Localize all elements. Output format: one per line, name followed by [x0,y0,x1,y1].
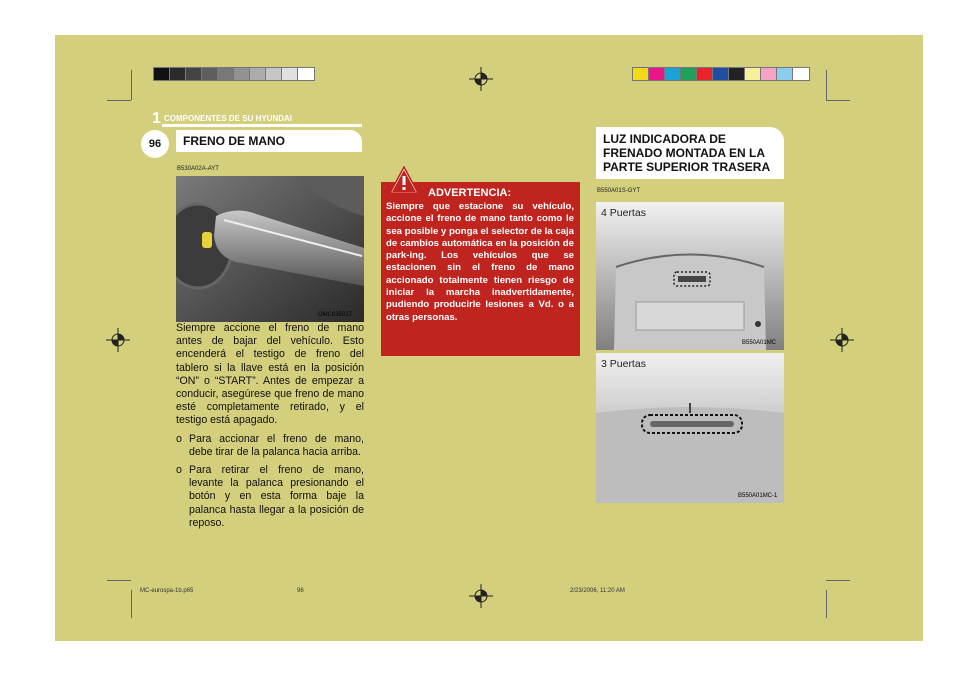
color-swatch [282,68,298,80]
registration-mark-icon [469,584,493,608]
bullet-text: Para accionar el freno de mano, debe tirar de la palanca hacia arriba. [189,432,364,458]
section-code: B530A02A-AYT [177,166,219,172]
list-item [176,433,364,459]
section-title-brake-light: LUZ INDICADORA DE FRENADO MONTADA EN LA PARTE SUPERIOR TRASERA [596,127,784,179]
color-swatch [697,68,713,80]
warning-title: ADVERTENCIA: [428,187,512,199]
color-swatch [745,68,761,80]
chapter-title: COMPONENTES DE SU HYUNDAI [164,114,293,123]
paragraph: Siempre accione el freno de mano antes de bajar del vehículo. Esto encenderá el testigo de freno del tablero si la llave está en la posición “ON” o “START”. Antes de empezar a conducir, asegúrese que freno de mano esté completamente retirado, y el testigo está apagado. [176,322,364,427]
color-swatch [298,68,314,80]
footer-page: 96 [297,588,304,594]
bullet-text: Para retirar el freno de mano, levante la palanca presionando el botón y en esta forma baje la palanca hasta llegar a la posición de reposo. [189,464,364,529]
color-swatch [633,68,649,80]
bullet-marker: o [176,464,182,477]
color-swatch [154,68,170,80]
crop-mark [107,100,131,101]
page-number: 96 [141,130,169,158]
color-swatch [202,68,218,80]
color-swatch [665,68,681,80]
four-door-photo [596,202,784,350]
list-item [176,464,364,530]
color-swatch [170,68,186,80]
color-swatch [729,68,745,80]
parking-brake-instructions [176,322,364,535]
four-door-caption: 4 Puertas [601,207,646,219]
crop-mark [826,580,850,581]
color-swatch [218,68,234,80]
crop-mark [107,580,131,581]
color-swatch [681,68,697,80]
color-swatch [777,68,793,80]
color-registration-bar [632,67,810,81]
crop-mark [826,100,850,101]
three-door-photo [596,353,784,503]
color-swatch [250,68,266,80]
parking-brake-photo [176,176,364,322]
color-swatch [713,68,729,80]
color-swatch [761,68,777,80]
registration-mark-icon [469,67,493,91]
color-swatch [186,68,202,80]
color-swatch [649,68,665,80]
footer-date: 2/23/2006, 11:20 AM [570,588,625,594]
crop-mark [131,590,132,618]
warning-box [381,182,580,356]
three-door-caption: 3 Puertas [601,358,646,370]
color-swatch [266,68,282,80]
photo-label: B550A01MC-1 [738,493,778,499]
exclamation-triangle-icon [389,166,419,194]
registration-mark-icon [830,328,854,352]
bullet-marker: o [176,432,182,445]
chapter-number: 1 [152,110,161,127]
grayscale-color-bar [153,67,315,81]
crop-mark [131,70,132,100]
section-code: B550A01S-GYT [597,188,641,194]
photo-label: OMC035017 [318,312,353,318]
crop-mark [826,590,827,618]
footer-filename: MC-eurospa-1b.p65 [140,588,194,594]
color-swatch [793,68,809,80]
color-swatch [234,68,250,80]
header-rule [162,124,362,127]
registration-mark-icon [106,328,130,352]
section-title-parking-brake: FRENO DE MANO [176,130,362,152]
crop-mark [826,70,827,100]
warning-text: Siempre que estacione su vehículo, accione el freno de mano tanto como le sea posible y ponga el selector de la caja de cambios automática en la posición de park-ing. Los vehículos que se estacionen sin el freno de mano accionado totalmente tienen riesgo de iniciar la marcha inadvertidamente, pudiendo producirle lesiones a Vd. o a otras personas. [386,201,574,323]
photo-label: B550A01MC [742,340,777,346]
